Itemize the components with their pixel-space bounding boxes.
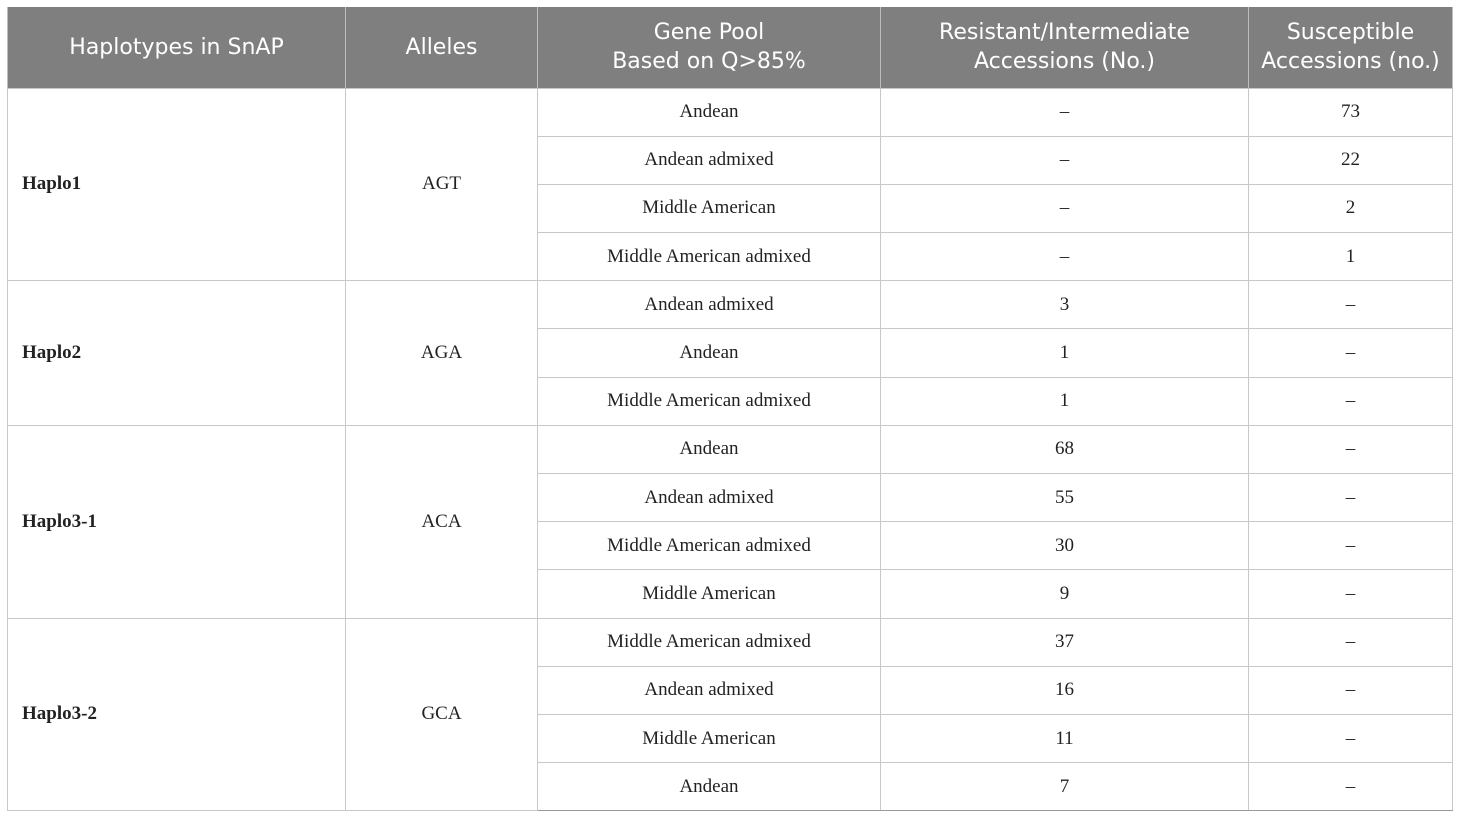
allele-cell: AGT [346,88,538,281]
header-alleles-label: Alleles [405,34,478,60]
susceptible-count-cell: – [1249,474,1453,522]
header-haplotypes-label: Haplotypes in SnAP [69,34,284,60]
gene-pool-cell: Middle American [538,184,881,232]
resistant-count-cell: 9 [881,570,1249,618]
resistant-count-cell: 3 [881,281,1249,329]
susceptible-count-cell: – [1249,666,1453,714]
table-body [8,88,1453,811]
susceptible-count-cell: 73 [1249,88,1453,136]
gene-pool-cell: Andean [538,425,881,473]
gene-pool-cell: Andean admixed [538,136,881,184]
header-gene-pool-line2: Based on Q>85% [612,49,806,75]
haplotype-cell: Haplo3-1 [8,425,346,618]
haplotype-cell: Haplo2 [8,281,346,426]
table-row [8,88,1453,136]
susceptible-count-cell: – [1249,329,1453,377]
gene-pool-cell: Andean admixed [538,666,881,714]
gene-pool-cell: Middle American admixed [538,233,881,281]
gene-pool-cell: Middle American admixed [538,522,881,570]
gene-pool-cell: Andean [538,88,881,136]
resistant-count-cell: 68 [881,425,1249,473]
gene-pool-cell: Middle American admixed [538,618,881,666]
resistant-count-cell: 55 [881,474,1249,522]
resistant-count-cell: 11 [881,714,1249,762]
gene-pool-cell: Middle American [538,570,881,618]
susceptible-count-cell: – [1249,618,1453,666]
header-gene-pool [538,7,881,88]
header-resistant [881,7,1249,88]
resistant-count-cell: 7 [881,763,1249,811]
resistant-count-cell: 1 [881,377,1249,425]
header-resistant-line1: Resistant/Intermediate [939,20,1190,46]
susceptible-count-cell: 1 [1249,233,1453,281]
header-susceptible [1249,7,1453,88]
resistant-count-cell: 30 [881,522,1249,570]
resistant-count-cell: – [881,233,1249,281]
gene-pool-cell: Andean admixed [538,281,881,329]
table-row [8,618,1453,666]
haplotype-cell: Haplo1 [8,88,346,281]
header-alleles [346,7,538,88]
susceptible-count-cell: – [1249,281,1453,329]
resistant-count-cell: – [881,88,1249,136]
resistant-count-cell: 16 [881,666,1249,714]
header-gene-pool-line1: Gene Pool [653,20,765,46]
table-row [8,281,1453,329]
table-header [8,7,1453,88]
allele-cell: GCA [346,618,538,811]
allele-cell: ACA [346,425,538,618]
gene-pool-cell: Middle American admixed [538,377,881,425]
susceptible-count-cell: – [1249,425,1453,473]
header-susceptible-line1: Susceptible [1286,20,1415,46]
susceptible-count-cell: – [1249,377,1453,425]
header-haplotypes [8,7,346,88]
resistant-count-cell: – [881,136,1249,184]
gene-pool-cell: Middle American [538,714,881,762]
allele-cell: AGA [346,281,538,426]
haplotype-cell: Haplo3-2 [8,618,346,811]
susceptible-count-cell: – [1249,763,1453,811]
resistant-count-cell: – [881,184,1249,232]
resistant-count-cell: 1 [881,329,1249,377]
haplotype-table [7,7,1453,811]
header-resistant-line2: Accessions (No.) [974,49,1155,75]
susceptible-count-cell: – [1249,570,1453,618]
resistant-count-cell: 37 [881,618,1249,666]
table-row [8,425,1453,473]
gene-pool-cell: Andean admixed [538,474,881,522]
header-row [8,7,1453,88]
gene-pool-cell: Andean [538,329,881,377]
header-susceptible-line2: Accessions (no.) [1261,49,1440,75]
susceptible-count-cell: – [1249,522,1453,570]
gene-pool-cell: Andean [538,763,881,811]
susceptible-count-cell: 22 [1249,136,1453,184]
susceptible-count-cell: 2 [1249,184,1453,232]
haplotype-table-container [7,7,1452,811]
susceptible-count-cell: – [1249,714,1453,762]
